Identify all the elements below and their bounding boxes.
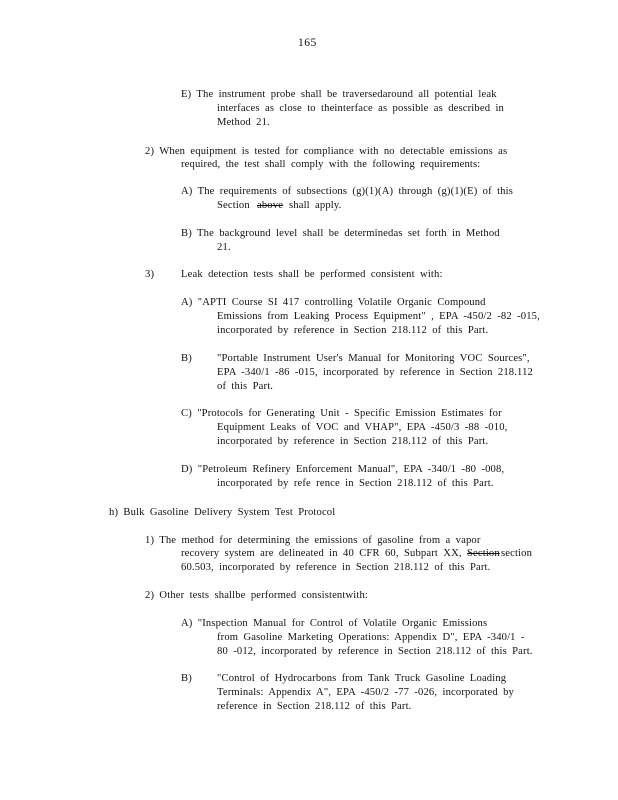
text-line: Emissions from Leaking Process Equipment" , EPA -450/2 -82 -015,: [217, 311, 540, 322]
text-line: EPA -340/1 -86 -015, incorporated by reference in Section 218.112: [217, 367, 533, 378]
text-line: required, the test shall comply with the following requirements:: [181, 159, 481, 170]
text-line: 2) When equipment is tested for compliance with no detectable emissions as: [145, 146, 508, 157]
text-line: 21.: [217, 242, 231, 253]
text-line: 2) Other tests shallbe performed consistentwith:: [145, 590, 368, 601]
text-line: A) "Inspection Manual for Control of Volatile Organic Emissions: [181, 618, 488, 629]
text-line: Method 21.: [217, 117, 270, 128]
text-line: 1) The method for determining the emissions of gasoline from a vapor: [145, 535, 481, 546]
text-line: incorporated by reference in Section 218.112 of this Part.: [217, 325, 489, 336]
text-line: incorporated by reference in Section 218.112 of this Part.: [217, 436, 489, 447]
text-line: "Portable Instrument User's Manual for Monitoring VOC Sources",: [217, 353, 530, 364]
list-marker: B): [181, 353, 192, 364]
struck-text: Section: [467, 548, 500, 559]
text-line: Equipment Leaks of VOC and VHAP", EPA -450/3 -88 -010,: [217, 422, 508, 433]
text-line: Terminals: Appendix A", EPA -450/2 -77 -026, incorporated by: [217, 687, 515, 698]
list-marker: B): [181, 673, 192, 684]
text-line: 60.503, incorporated by reference in Section 218.112 of this Part.: [181, 562, 491, 573]
text-line: A) "APTI Course SI 417 controlling Volatile Organic Compound: [181, 297, 486, 308]
text-line: interfaces as close to theinterface as possible as described in: [217, 103, 504, 114]
text-line: C) "Protocols for Generating Unit - Specific Emission Estimates for: [181, 408, 502, 419]
page-number: 165: [298, 37, 317, 49]
text-line: "Control of Hydrocarbons from Tank Truck Gasoline Loading: [217, 673, 507, 684]
text-line: A) The requirements of subsections (g)(1)(A) through (g)(1)(E) of this: [181, 186, 513, 197]
text-line: B) The background level shall be determinedas set forth in Method: [181, 228, 500, 239]
section-heading: h) Bulk Gasoline Delivery System Test Protocol: [109, 507, 336, 518]
text-line: 80 -012, incorporated by reference in Section 218.112 of this Part.: [217, 646, 533, 657]
text-line: incorporated by refe rence in Section 218.112 of this Part.: [217, 478, 494, 489]
text-line: shall apply.: [289, 200, 342, 211]
text-line: Leak detection tests shall be performed consistent with:: [181, 269, 443, 280]
text-line: of this Part.: [217, 381, 274, 392]
struck-text: above: [257, 200, 284, 211]
text-line: reference in Section 218.112 of this Part.: [217, 701, 412, 712]
list-marker: 3): [145, 269, 155, 280]
text-line: D) "Petroleum Refinery Enforcement Manual", EPA -340/1 -80 -008,: [181, 464, 505, 475]
text-line: section: [501, 548, 533, 559]
text-line: E) The instrument probe shall be traversedaround all potential leak: [181, 89, 497, 100]
text-line: from Gasoline Marketing Operations: Appendix D", EPA -340/1 -: [217, 632, 525, 643]
text-line: recovery system are delineated in 40 CFR 60, Subpart XX,: [181, 548, 462, 559]
text-line: Section: [217, 200, 250, 211]
